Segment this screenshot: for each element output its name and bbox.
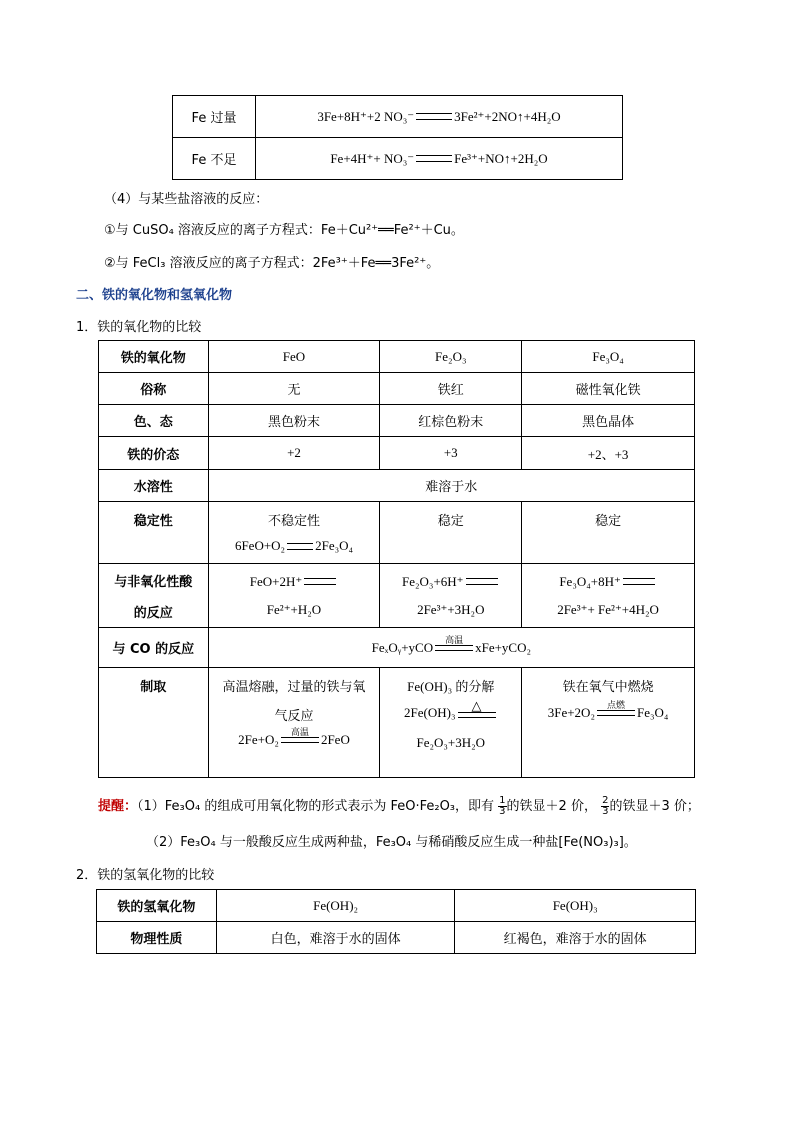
- oxide-alias-row: 俗称 无 铁红 磁性氧化铁: [99, 373, 695, 405]
- equals-arrow: [287, 543, 313, 550]
- hydroxide-subtitle: 2．铁的氢氧化物的比较: [76, 868, 215, 883]
- remind-line-2: （2）Fe₃O₄ 与一般酸反应生成两种盐，Fe₃O₄ 与稀硝酸反应生成一种盐[Fe(NO₃)₃]。: [146, 835, 637, 850]
- row-label-fe-deficient: Fe 不足: [173, 138, 256, 180]
- oxide-solubility-row: 水溶性 难溶于水: [99, 470, 695, 502]
- salt-fecl3-line: ②与 FeCl₃ 溶液反应的离子方程式：2Fe³⁺＋Fe══3Fe²⁺。: [104, 256, 440, 271]
- oxide-co-row: 与 CO 的反应 FeₓOᵧ+yCO 高温 xFe+yCO₂: [99, 628, 695, 668]
- feo-oxidation-equation: 6FeO+O₂ 2Fe₃O₄: [234, 538, 354, 553]
- oxide-stability-row: 稳定性 不稳定性 6FeO+O₂ 2Fe₃O₄ 稳定 稳定: [99, 502, 695, 564]
- oxide-header-row: 铁的氧化物 FeO Fe₂O₃ Fe₃O₄: [99, 341, 695, 373]
- oxide-color-row: 色、态 黑色粉末 红棕色粉末 黑色晶体: [99, 405, 695, 437]
- hydroxide-table: [96, 889, 696, 954]
- hydroxide-physical-row: 物理性质 白色，难溶于水的固体 红褐色，难溶于水的固体: [97, 922, 696, 954]
- equals-arrow: [304, 578, 336, 585]
- fraction-one-third: $\frac{1}{3}$: [499, 795, 506, 817]
- high-temp-arrow: 高温: [435, 636, 473, 660]
- oxide-acid-row: 与非氧化性酸 的反应 FeO+2H⁺ Fe²⁺+H₂O Fe₂O₃+6H⁺ 2Fe³⁺+3H₂O Fe₃O₄+8H⁺ 2Fe³⁺+ Fe²⁺+4H₂O: [99, 564, 695, 628]
- oxide-valence-row: 铁的价态 +2 +3 +2、+3: [99, 437, 695, 470]
- equation-fe-deficient: Fe+4H⁺+ NO₃⁻ Fe³⁺+NO↑+2H₂O: [256, 138, 623, 180]
- heat-arrow: △: [458, 699, 496, 727]
- section-title: 二、铁的氧化物和氢氧化物: [76, 288, 233, 303]
- equals-arrow: [416, 155, 452, 162]
- salt-cuso4-line: ①与 CuSO₄ 溶液反应的离子方程式：Fe＋Cu²⁺══Fe²⁺＋Cu。: [104, 223, 464, 238]
- fraction-two-thirds: $\frac{2}{3}$: [602, 795, 609, 817]
- remind-line-1: 提醒：（1）Fe₃O₄ 的组成可用氧化物的形式表示为 FeO·Fe₂O₃，即有 $\frac{1}{3}$ 的铁显＋2 价， $\frac{2}{3}$ 的铁显＋3 价；: [98, 795, 700, 817]
- row-label-fe-excess: Fe 过量: [173, 96, 256, 138]
- equals-arrow: [466, 578, 498, 585]
- salt-heading: （4）与某些盐溶液的反应：: [104, 192, 269, 207]
- equals-arrow: [416, 113, 452, 120]
- high-temp-arrow: 高温: [281, 728, 319, 752]
- equals-arrow: [623, 578, 655, 585]
- ignite-arrow: 点燃: [597, 701, 635, 725]
- oxide-subtitle: 1．铁的氧化物的比较: [76, 320, 202, 335]
- oxide-prep-row: 制取 高温熔融，过量的铁与氧 气反应 2Fe+O₂ 高温 2FeO Fe(OH)₃ 的分解 2Fe(OH)₃ △ Fe₂O₃+3H₂O 铁在氧气中燃烧 3Fe+2O₂ 点燃 Fe₃O₄: [99, 668, 695, 778]
- hydroxide-header-row: 铁的氢氧化物 Fe(OH)₂ Fe(OH)₃: [97, 890, 696, 922]
- equation-fe-excess: 3Fe+8H⁺+2 NO₃⁻ 3Fe²⁺+2NO↑+4H₂O: [256, 96, 623, 138]
- nitric-acid-table: [172, 95, 623, 180]
- oxide-table: [98, 340, 695, 778]
